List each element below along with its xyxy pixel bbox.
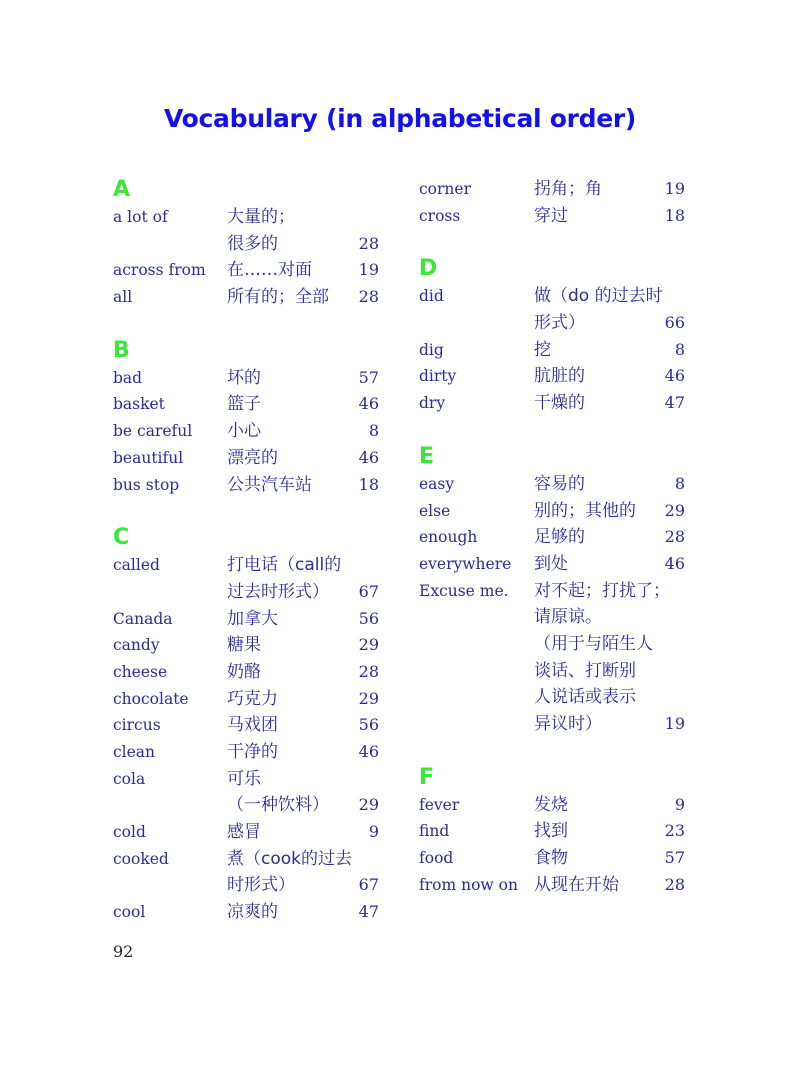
vocab-entry	[419, 524, 699, 551]
vocab-entry	[419, 283, 699, 336]
vocab-word: enough	[419, 528, 478, 547]
vocabulary-column-right	[419, 176, 699, 898]
vocab-entry	[419, 818, 699, 845]
vocab-word: bad	[113, 368, 143, 387]
vocab-entry	[113, 204, 393, 257]
vocab-page: 8	[368, 421, 379, 441]
vocab-entry	[113, 659, 393, 686]
vocab-entry	[113, 418, 393, 445]
vocab-meaning: 足够的	[534, 527, 585, 548]
vocab-entry	[419, 176, 699, 203]
vocab-meaning: 形式）	[534, 313, 585, 334]
vocab-meaning: 时形式）	[227, 875, 295, 896]
vocab-entry	[113, 472, 393, 499]
vocab-word: cola	[113, 769, 146, 788]
vocab-entry	[113, 819, 393, 846]
vocab-word: dirty	[419, 367, 457, 386]
vocab-meaning: 小心	[227, 421, 261, 442]
vocab-meaning: 所有的；全部	[227, 287, 329, 308]
vocab-meaning: 可乐	[227, 768, 261, 789]
vocab-word: find	[419, 822, 450, 841]
vocab-entry	[113, 766, 393, 819]
vocab-word: basket	[113, 395, 165, 414]
vocab-page: 29	[358, 795, 379, 815]
vocab-entry	[419, 872, 699, 899]
vocab-page: 46	[664, 553, 685, 573]
vocab-page: 19	[358, 260, 379, 280]
vocab-meaning: 在……对面	[227, 260, 312, 281]
vocab-word: everywhere	[419, 554, 512, 573]
vocab-page: 19	[664, 179, 685, 198]
vocab-word: corner	[419, 180, 471, 198]
vocab-page: 29	[358, 635, 379, 655]
vocab-entry	[419, 792, 699, 819]
vocab-entry	[419, 337, 699, 364]
vocab-page: 28	[664, 527, 685, 547]
vocabulary-column-left	[113, 176, 393, 926]
vocab-word: called	[113, 556, 160, 575]
vocab-page: 19	[664, 714, 685, 733]
vocab-meaning: 找到	[534, 821, 568, 842]
vocab-page: 18	[358, 474, 379, 494]
vocab-meaning: 打电话（call的	[227, 555, 342, 576]
vocab-meaning: 挖	[534, 339, 551, 360]
vocab-meaning: 干燥的	[534, 393, 585, 414]
vocab-meaning: 坏的	[227, 367, 261, 388]
vocab-word: else	[419, 501, 451, 520]
vocab-word: dig	[419, 340, 444, 359]
section-letter: A	[113, 177, 131, 202]
vocab-entry	[419, 498, 699, 525]
vocab-entry	[113, 257, 393, 284]
vocab-meaning: 从现在开始	[534, 874, 619, 895]
vocab-page: 57	[664, 848, 685, 868]
vocab-entry	[113, 391, 393, 418]
vocab-page: 29	[664, 500, 685, 520]
vocab-meaning: 做（do 的过去时	[534, 286, 663, 307]
vocab-entry	[419, 845, 699, 872]
vocab-entry	[113, 712, 393, 739]
vocab-word: from now on	[419, 875, 518, 894]
vocab-page: 9	[368, 822, 379, 842]
vocab-word: Excuse me.	[419, 581, 509, 600]
vocab-word: bus stop	[113, 475, 180, 494]
vocab-meaning: 穿过	[534, 205, 568, 226]
vocab-meaning: 糖果	[227, 635, 261, 656]
vocab-entry	[419, 471, 699, 498]
vocab-word: cooked	[113, 849, 169, 868]
vocab-word: food	[419, 849, 454, 868]
vocab-meaning: 马戏团	[227, 715, 278, 736]
vocab-page: 23	[664, 821, 685, 841]
section-letter: C	[113, 525, 130, 551]
vocab-meaning: （一种饮料）	[227, 795, 329, 816]
vocab-page: 56	[358, 608, 379, 628]
vocab-meaning: 拐角；角	[534, 179, 602, 199]
vocab-entry	[419, 203, 699, 230]
vocab-word: be careful	[113, 422, 193, 441]
vocab-meaning: 肮脏的	[534, 366, 585, 387]
vocab-page: 28	[358, 661, 379, 681]
vocab-word: clean	[113, 743, 156, 761]
vocab-page: 29	[358, 688, 379, 708]
vocab-word: Canada	[113, 609, 173, 628]
vocab-entry	[113, 739, 393, 766]
vocab-page: 67	[358, 581, 379, 601]
vocab-entry	[419, 390, 699, 417]
vocab-word: easy	[419, 474, 455, 493]
vocab-page: 46	[664, 366, 685, 386]
vocab-meaning: 容易的	[534, 473, 585, 494]
vocab-word: fever	[419, 795, 460, 814]
vocab-page: 56	[358, 715, 379, 735]
vocab-page: 66	[664, 313, 685, 333]
vocab-page: 8	[674, 473, 685, 493]
page-number: 92	[113, 942, 134, 961]
vocab-entry	[113, 365, 393, 392]
vocab-meaning: 巧克力	[227, 688, 278, 709]
vocab-word: did	[419, 287, 444, 306]
vocab-page: 47	[358, 902, 379, 922]
vocab-meaning: 别的；其他的	[534, 500, 636, 521]
vocab-meaning: 异议时）	[534, 714, 602, 734]
vocab-meaning: 请原谅。	[534, 607, 602, 628]
vocab-word: a lot of	[113, 208, 168, 226]
vocab-entry	[113, 445, 393, 472]
vocab-meaning: 凉爽的	[227, 902, 278, 923]
vocab-word: across from	[113, 261, 206, 280]
vocab-page: 46	[358, 742, 379, 761]
vocab-meaning: 公共汽车站	[227, 474, 312, 495]
section-letter: D	[419, 256, 438, 282]
vocab-meaning: （用于与陌生人	[534, 633, 653, 654]
vocab-page: 47	[664, 393, 685, 413]
vocab-page: 28	[358, 287, 379, 307]
vocab-meaning: 过去时形式）	[227, 581, 329, 602]
vocab-meaning: 很多的	[227, 233, 278, 254]
vocab-word: cool	[113, 903, 146, 922]
vocab-page: 8	[674, 339, 685, 359]
vocab-entry	[113, 606, 393, 633]
vocab-page: 57	[358, 367, 379, 387]
vocab-meaning: 人说话或表示	[534, 687, 636, 708]
section-letter: E	[419, 443, 435, 469]
vocab-entry	[113, 284, 393, 311]
vocab-word: candy	[113, 636, 160, 655]
vocab-entry	[419, 578, 699, 738]
vocab-meaning: 漂亮的	[227, 447, 278, 468]
vocab-page: 9	[674, 794, 685, 814]
vocab-word: circus	[113, 716, 161, 735]
section-letter: F	[419, 764, 435, 790]
vocab-entry	[113, 552, 393, 605]
vocab-page: 28	[358, 233, 379, 253]
vocab-meaning: 到处	[534, 553, 568, 574]
section-letter: B	[113, 337, 130, 363]
vocab-page: 46	[358, 394, 379, 414]
vocab-page: 46	[358, 447, 379, 467]
vocab-meaning: 食物	[534, 848, 568, 869]
vocab-word: all	[113, 288, 133, 307]
vocab-meaning: 加拿大	[227, 608, 278, 629]
vocab-meaning: 篮子	[227, 394, 261, 415]
vocab-meaning: 奶酪	[227, 661, 261, 682]
vocab-meaning: 发烧	[534, 794, 568, 815]
vocab-word: chocolate	[113, 689, 189, 708]
vocab-entry	[113, 632, 393, 659]
page-title: Vocabulary (in alphabetical order)	[163, 104, 637, 133]
vocab-entry	[419, 551, 699, 578]
vocab-word: beautiful	[113, 448, 184, 467]
vocab-meaning: 对不起；打扰了；	[534, 580, 670, 601]
vocab-meaning: 感冒	[227, 822, 261, 843]
vocab-page: 28	[664, 874, 685, 894]
vocab-word: cold	[113, 823, 146, 842]
vocab-word: dry	[419, 394, 446, 413]
vocab-word: cheese	[113, 662, 168, 681]
vocab-meaning: 谈话、打断别	[534, 660, 636, 681]
vocab-meaning: 煮（cook的过去	[227, 848, 352, 869]
vocab-meaning: 大量的；	[227, 207, 295, 227]
vocab-entry	[419, 363, 699, 390]
vocab-word: cross	[419, 206, 461, 225]
vocab-meaning: 干净的	[227, 742, 278, 762]
vocab-page: 18	[664, 205, 685, 225]
vocab-entry	[113, 686, 393, 713]
vocab-entry	[113, 846, 393, 899]
vocab-page: 67	[358, 875, 379, 895]
vocab-entry	[113, 899, 393, 926]
